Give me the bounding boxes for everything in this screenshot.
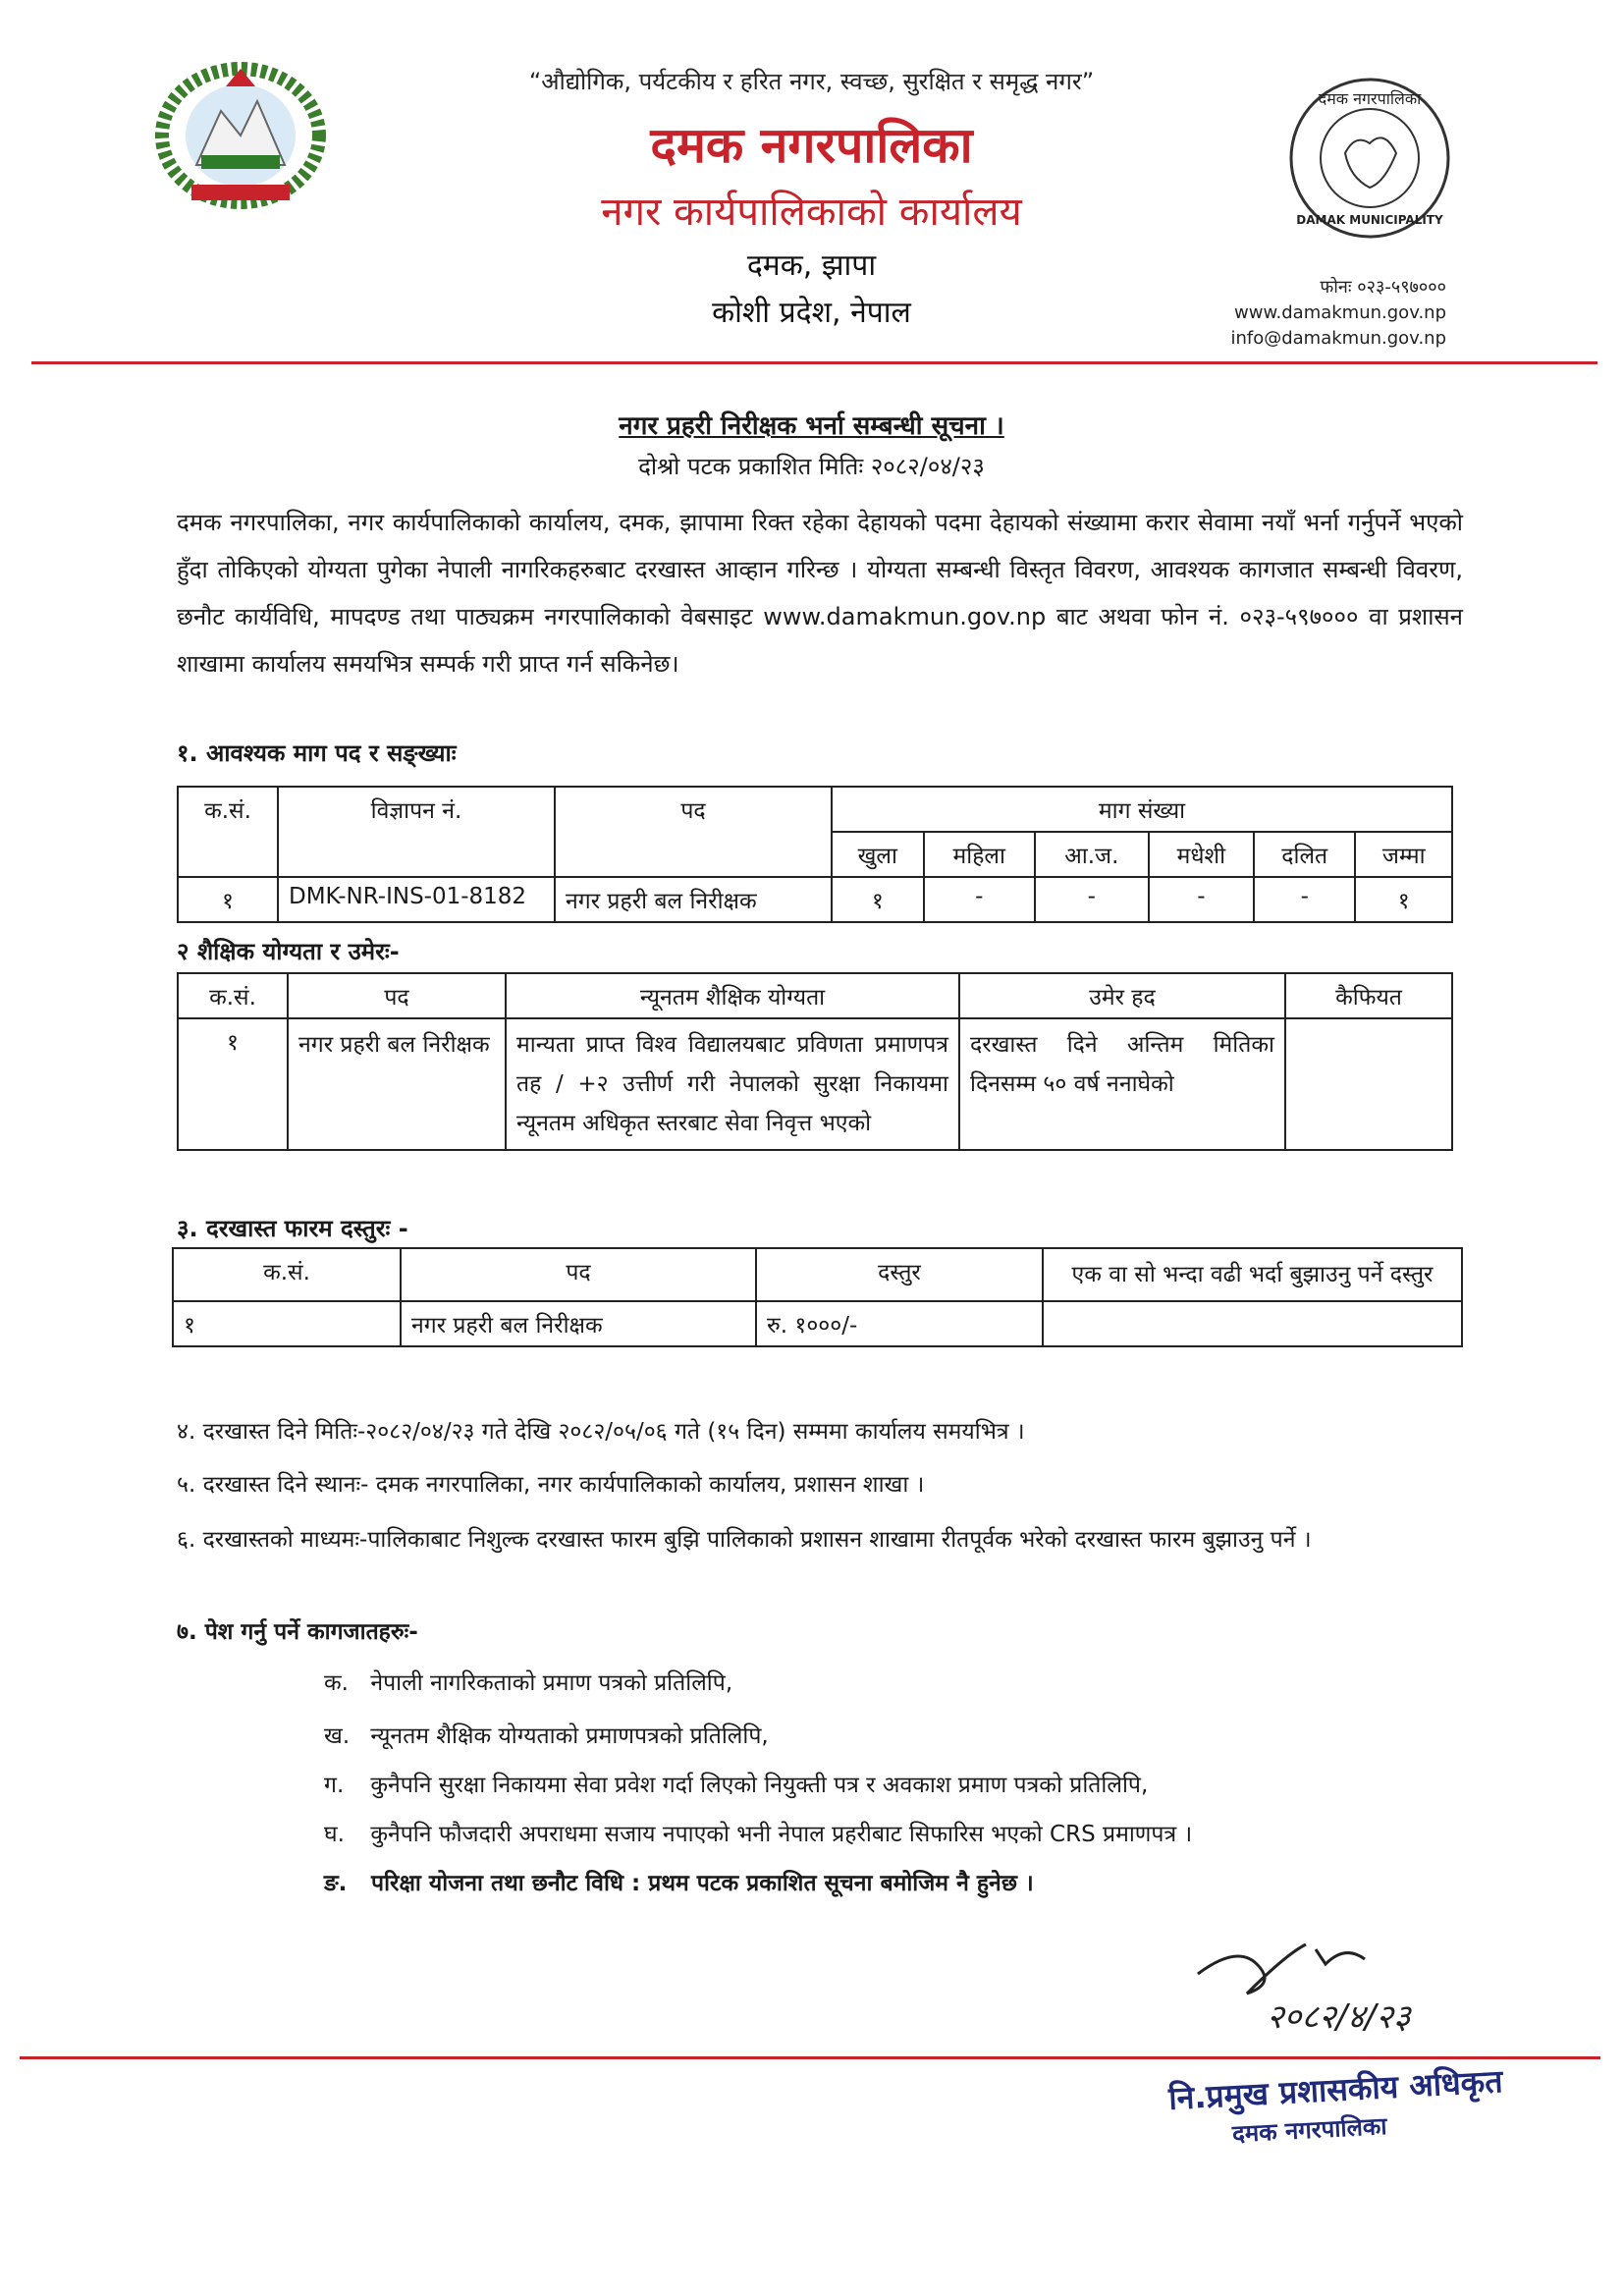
col-remarks: कैफियत [1285,973,1452,1018]
item-text: कुनैपनि सुरक्षा निकायमा सेवा प्रवेश गर्दा लिएको नियुक्ती पत्र र अवकाश प्रमाण पत्रको प्रतिलिपि, [370,1773,1149,1798]
document-item [324,1866,1034,1897]
col-dalit: दलित [1254,832,1355,877]
col-post: पद [288,973,506,1018]
email: info@damakmun.gov.np [1230,328,1446,349]
point-6: ६. दरखास्तको माध्यमः-पालिकाबाट निशुल्क दरखास्त फारम बुझि पालिकाको प्रशासन शाखामा रीतपूर्वक भरेको दरखास्त फारम बुझाउनु पर्ने । [177,1527,1312,1553]
cell-adv: DMK-NR-INS-01-8182 [278,877,555,922]
item-key: ङ. [324,1871,348,1896]
col-extra: एक वा सो भन्दा वढी भर्दा बुझाउनु पर्ने दस्तुर [1043,1248,1462,1301]
col-demand: माग संख्या [832,787,1452,832]
website: www.damakmun.gov.np [1234,302,1446,323]
document-item [324,1817,1192,1848]
notice-intro: दमक नगरपालिका, नगर कार्यपालिकाको कार्यालय, दमक, झापामा रिक्त रहेका देहायको पदमा देहायको संख्यामा करार सेवामा नयाँ भर्ना गर्नुपर्ने भएको हुँदा तोकिएको योग्यता पुगेका नेपाली नागरिकहरुबाट दरखास्त आव्हान गरिन्छ । योग्यता सम्बन्धी विस्तृत विवरण, आवश्यक कागजात सम्बन्धी विवरण, छनौट कार्यविधि, मापदण्ड तथा पाठ्यक्रम नगरपालिकाको वेबसाइट www.damakmun.gov.np बाट अथवा फोन नं. ०२३-५९७००० वा प्रशासन शाखामा कार्यालय समयभित्र सम्पर्क गरी प्राप्त गर्न सकिनेछ। [177,509,1463,678]
qualification-table [177,972,1453,1151]
item-key: ग. [324,1773,345,1798]
office-city: दमक, झापा [746,248,877,283]
cell-post: नगर प्रहरी बल निरीक्षक [288,1018,506,1150]
fee-table [172,1247,1463,1347]
cell-extra [1043,1301,1462,1346]
item-key: क. [324,1670,349,1696]
municipality-seal-icon [1286,75,1453,242]
cell-aaja: - [1035,877,1149,922]
section2-heading: २ शैक्षिक योग्यता र उमेरः- [177,938,400,965]
point-7: ७. पेश गर्नु पर्ने कागजातहरुः- [177,1619,418,1645]
item-key: घ. [324,1822,345,1847]
item-text: न्यूनतम शैक्षिक योग्यताको प्रमाणपत्रको प्रतिलिपि, [370,1723,769,1749]
cell-remarks [1285,1018,1452,1150]
point-5: ५. दरखास्त दिने स्थानः- दमक नगरपालिका, नगर कार्यपालिकाको कार्यालय, प्रशासन शाखा । [177,1472,925,1498]
office-name: नगर कार्यपालिकाको कार्यालय [601,190,1022,235]
cell-open: १ [832,877,924,922]
seal-text-en: DAMAK MUNICIPALITY [1296,213,1443,227]
document-item [324,1666,732,1697]
cell-post: नगर प्रहरी बल निरीक्षक [555,877,832,922]
cell-age: दरखास्त दिने अन्तिम मितिका दिनसम्म ५० वर्ष ननाघेको [959,1018,1285,1150]
document-item [324,1768,1148,1799]
phone: फोनः ०२३-५९७००० [1320,277,1446,298]
seal-text: दमक नगरपालिका [1318,89,1422,108]
document-item [324,1719,769,1750]
demand-table [177,786,1453,923]
table-row [173,1301,1462,1346]
notice-date: दोश्रो पटक प्रकाशित मितिः २०८२/०४/२३ [638,453,985,480]
cell-madhesi: - [1149,877,1254,922]
section3-heading: ३. दरखास्त फारम दस्तुरः - [177,1215,408,1242]
officer-title: नि.प्रमुख प्रशासकीय अधिकृत [1167,2062,1504,2117]
footer-divider [20,2056,1600,2059]
col-women: महिला [924,832,1035,877]
handwritten-signature-icon [1178,1905,1532,2082]
office-province: कोशी प्रदेश, नेपाल [712,296,911,330]
col-post: पद [555,787,832,877]
tagline: “औद्योगिक, पर्यटकीय र हरित नगर, स्वच्छ, सुरक्षित र समृद्ध नगर” [528,68,1095,95]
col-age: उमेर हद [959,973,1285,1018]
table-row [178,1018,1452,1150]
col-fee: दस्तुर [756,1248,1043,1301]
cell-dalit: - [1254,877,1355,922]
col-aaja: आ.ज. [1035,832,1149,877]
col-sn: क.सं. [178,973,288,1018]
table-row [178,877,1452,922]
header-divider [31,361,1597,364]
col-post: पद [401,1248,756,1301]
item-text: परिक्षा योजना तथा छनौट विधि : प्रथम पटक प्रकाशित सूचना बमोजिम नै हुनेछ । [371,1871,1034,1896]
cell-post: नगर प्रहरी बल निरीक्षक [401,1301,756,1346]
item-text: कुनैपनि फौजदारी अपराधमा सजाय नपाएको भनी नेपाल प्रहरीबाट सिफारिस भएको CRS प्रमाणपत्र । [370,1822,1193,1847]
signature-date: २०८२/४/२३ [1267,1997,1411,2037]
officer-org: दमक नगरपालिका [1231,2111,1388,2149]
cell-sn: १ [178,877,278,922]
cell-qual: मान्यता प्राप्त विश्व विद्यालयबाट प्रविणता प्रमाणपत्र तह / +२ उत्तीर्ण गरी नेपालको सुरक्षा निकायमा न्यूनतम अधिकृत स्तरबाट सेवा निवृत्त भएको [506,1018,959,1150]
cell-women: - [924,877,1035,922]
col-sn: क.सं. [178,787,278,877]
cell-total: १ [1355,877,1452,922]
col-qual: न्यूनतम शैक्षिक योग्यता [506,973,959,1018]
col-madhesi: मधेशी [1149,832,1254,877]
cell-sn: १ [178,1018,288,1150]
cell-fee: रु. १०००/- [756,1301,1043,1346]
cell-sn: १ [173,1301,401,1346]
notice-title: नगर प्रहरी निरीक्षक भर्ना सम्बन्धी सूचना । [619,411,1004,441]
section1-heading: १. आवश्यक माग पद र सङ्ख्याः [177,739,457,767]
point-4: ४. दरखास्त दिने मितिः-२०८२/०४/२३ गते देखि २०८२/०५/०६ गते (१५ दिन) सम्ममा कार्यालय समयभित्र । [177,1419,1025,1445]
item-key: ख. [324,1723,351,1749]
col-open: खुला [832,832,924,877]
org-name: दमक नगरपालिका [650,117,973,174]
col-sn: क.सं. [173,1248,401,1301]
col-adv: विज्ञापन नं. [278,787,555,877]
col-total: जम्मा [1355,832,1452,877]
item-text: नेपाली नागरिकताको प्रमाण पत्रको प्रतिलिपि, [370,1670,733,1696]
